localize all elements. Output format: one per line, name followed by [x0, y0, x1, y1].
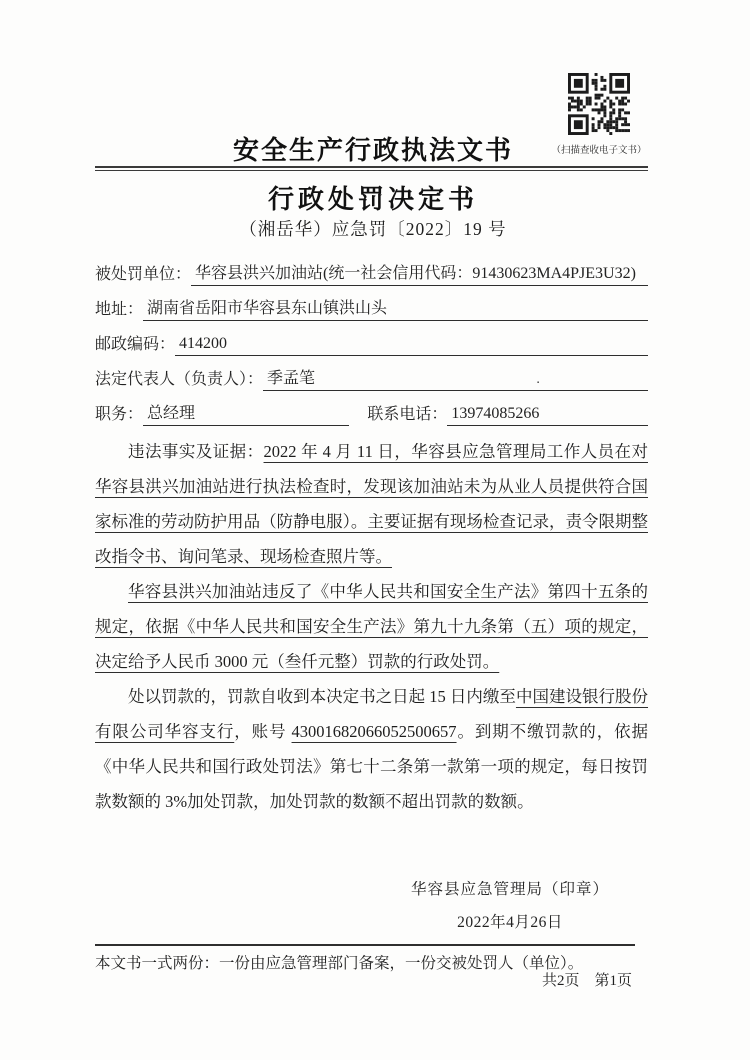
- plain-text: 。到期不缴罚款的，依据《中华人民共和国行政处罚法》第七十二条第一款第一项的规定，每日按罚款数额的 3%加处罚款，加处罚款的数额不超出罚款的数额。: [95, 722, 649, 811]
- field: [95, 331, 648, 356]
- body-paragraph: [95, 679, 648, 819]
- document-title: 行政处罚决定书: [267, 185, 478, 214]
- qr-caption: （扫描查收电子文书）: [551, 146, 647, 156]
- body-paragraph: [95, 574, 648, 679]
- body-paragraph: [95, 434, 648, 574]
- plain-text: ，账号: [234, 722, 292, 741]
- field-label: 被处罚单位：: [95, 266, 192, 283]
- footer-rule: [95, 944, 635, 946]
- page-indicator: 共2页 第1页: [541, 973, 632, 989]
- field-value: 季孟笔 .: [263, 365, 648, 391]
- field-label: 联系电话：: [367, 406, 448, 423]
- field: [95, 365, 648, 391]
- field-value: 414200: [175, 335, 648, 356]
- issue-date: 2022年4月26日: [457, 914, 563, 931]
- field-row: [95, 356, 648, 391]
- field-row: [95, 391, 648, 426]
- field-value: 13974085266: [447, 405, 648, 426]
- signature-block: [390, 877, 630, 932]
- underlined-text: 2022 年 4 月 11 日，华容县应急管理局工作人员在对华容县洪兴加油站进行执法检查时，发现该加油站未为从业人员提供符合国家标准的劳动防护用品（防静电服）。主要证据有现场检查记录，责令限期整改指令书、询问笔录、现场检查照片等。: [95, 442, 648, 566]
- fields-section: [95, 251, 648, 426]
- plain-text: 处以罚款的，罚款自收到本决定书之日起 15 日内缴至: [128, 687, 516, 706]
- footer-note: 本文书一式两份：一份由应急管理部门备案，一份交被处罚人（单位）。: [95, 955, 584, 972]
- plain-text: 违法事实及证据：: [128, 442, 264, 461]
- field: [95, 400, 349, 426]
- field-row: [95, 286, 648, 321]
- document-number: （湘岳华）应急罚〔2022〕19 号: [239, 219, 507, 239]
- body-section: [95, 434, 648, 819]
- field-label: 地址：: [95, 301, 144, 318]
- document-set-title: 安全生产行政执法文书: [232, 136, 513, 165]
- underlined-text: 43001682066052500657: [291, 722, 457, 741]
- field-value: 华容县洪兴加油站(统一社会信用代码：91430623MA4PJE3U32): [191, 260, 648, 286]
- field-row: [95, 321, 648, 356]
- qr-code: [568, 73, 630, 135]
- field-value: 总经理: [143, 400, 349, 426]
- stray-mark: .: [536, 372, 540, 387]
- field-row: [95, 251, 648, 286]
- field: [95, 260, 648, 286]
- field-value: 湖南省岳阳市华容县东山镇洪山头: [143, 295, 648, 321]
- field-label: 法定代表人（负责人）：: [95, 371, 264, 388]
- underlined-text: 中国建设银行股份有限公司华容支行: [95, 687, 649, 741]
- field-label: 邮政编码：: [95, 336, 176, 353]
- field: [367, 401, 648, 426]
- underlined-text: 华容县洪兴加油站违反了《中华人民共和国安全生产法》第四十五条的规定，依据《中华人民共和国安全生产法》第九十九条第（五）项的规定，决定给予人民币 3000 元（叁仟元整）罚款的行政处罚。: [95, 582, 648, 671]
- header-double-rule: [95, 166, 648, 171]
- field: [95, 295, 648, 321]
- issuing-authority: 华容县应急管理局（印章）: [410, 881, 609, 898]
- field-label: 职务：: [95, 406, 144, 423]
